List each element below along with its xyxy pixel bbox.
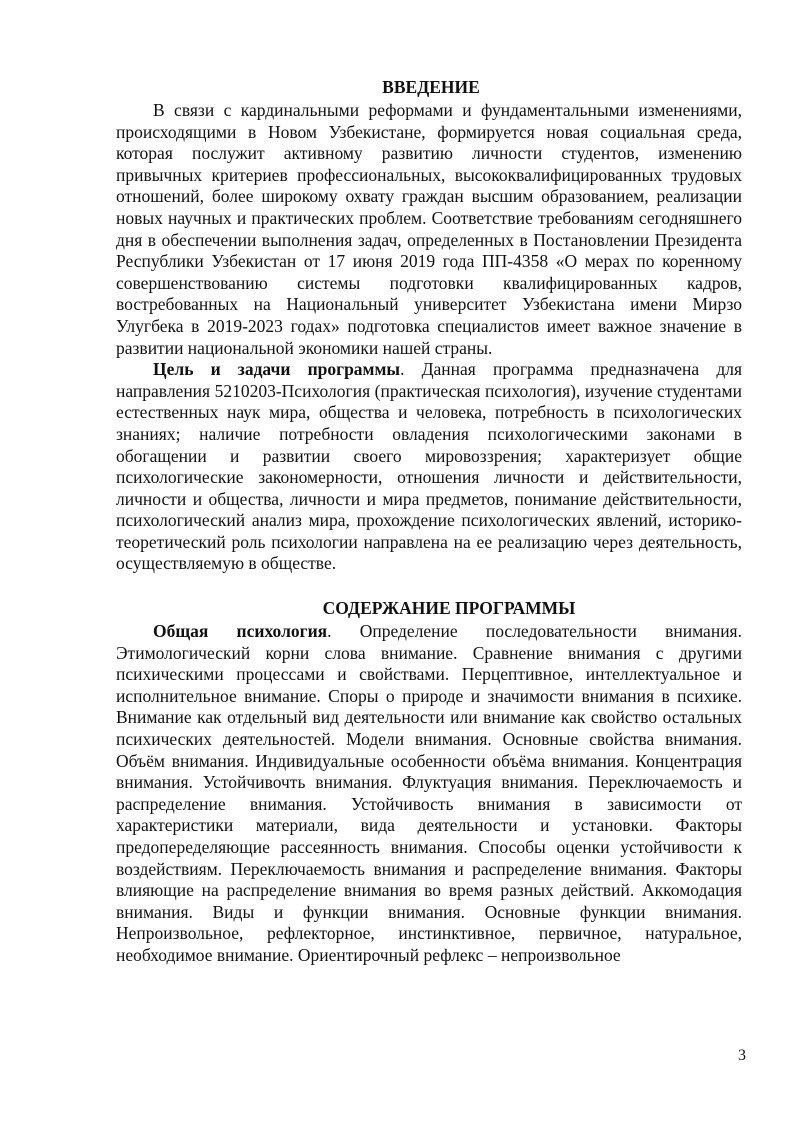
page-content <box>116 76 742 967</box>
heading-introduction: ВВЕДЕНИЕ <box>382 77 480 97</box>
general-psychology-label: Общая психология <box>153 621 328 642</box>
general-psychology-text: . Определение последовательности внимания. Этимологический корни слова внимание. Сравнение внимания с другими психическими процессами и свойствами. Перцептивное, интеллектуальное и исполнительное внимание. Споры о природе и значимости внимания в психике. Внимание как отдельный вид деятельности или внимание как свойство остальных психических деятельностей. Модели внимания. Основные свойства внимания. Объём внимания. Индивидуальные особенности объёма внимания. Концентрация внимания. Устойчивочть внимания. Флуктуация внимания. Переключаемость и распределение внимания. Устойчивость внимания в зависимости от характеристики материали, вида деятельности и установки. Факторы предопеределяющие рассеянность внимания. Способы оценки устойчивости к воздействиям. Переключаемость внимания и распределение внимания. Факторы влияющие на распределение внимания во время разных действий. Аккомодация внимания. Виды и функции внимания. Основные функции внимания. Непроизвольное, рефлекторное, инстинктивное, первичное, натуральное, необходимое внимание. Ориентирочный рефлекс – непроизвольное <box>116 621 742 965</box>
general-psychology-paragraph <box>116 621 742 967</box>
page-number: 3 <box>738 1047 746 1064</box>
intro-paragraph: В связи с кардинальными реформами и фундаментальными изменениями, происходящими в Новом Узбекистане, формируется новая социальная среда, которая послужит активному развитию личности студентов, изменению привычных критериев профессиональных, высококвалифицированных трудовых отношений, более широкому охвату граждан высшим образованием, реализации новых научных и практических проблем. Соответствие требованиям сегодняшнего дня в обеспечении выполнения задач, определенных в Постановлении Президента Республики Узбекистан от 17 июня 2019 года ПП-4358 «О мерах по коренному совершенствованию системы подготовки квалифицированных кадров, востребованных на Национальный университет Узбекистана имени Мирзо Улугбека в 2019-2023 годах» подготовка специалистов имеет важное значение в развитии национальной экономики нашей страны. <box>116 100 742 358</box>
heading-program-content: СОДЕРЖАНИЕ ПРОГРАММЫ <box>322 598 576 619</box>
goals-text: . Данная программа предназначена для направления 5210203-Психология (практическая психология), изучение студентами естественных наук мира, общества и человека, потребность в психологических знаниях; наличие потребности овладения психологическими законами в обогащении и развитии своего мировоззрения; характеризует общие психологические закономерности, отношения личности и действительности, личности и общества, личности и мира предметов, понимание действительности, психологический анализ мира, прохождение психологических явлений, историко-теоретический роль психологии направлена на ее реализацию через деятельность, осуществляемую в обществе. <box>116 359 743 574</box>
goals-paragraph <box>116 359 742 575</box>
goals-label: Цель и задачи программы <box>153 359 401 380</box>
